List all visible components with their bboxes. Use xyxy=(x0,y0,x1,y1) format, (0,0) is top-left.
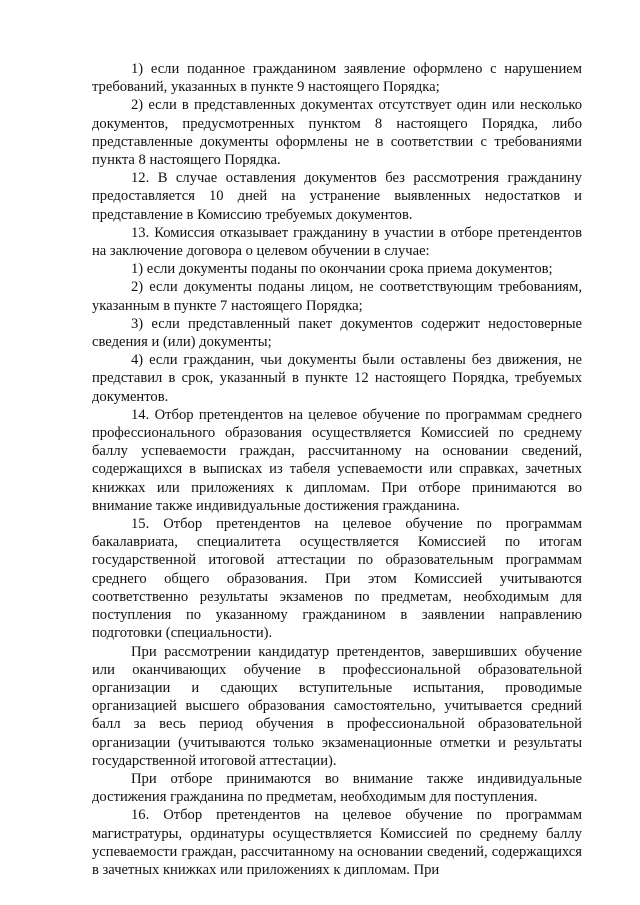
paragraph-13-item-4: 4) если гражданин, чьи документы были оставлены без движения, не представил в срок, указанный в пункте 12 настоящего Порядка, требуемых документов. xyxy=(92,352,582,405)
paragraph-15: 15. Отбор претендентов на целевое обучение по программам бакалавриата, специалитета осуществляется Комиссией по итогам государственной итоговой аттестации по образовательным программам среднего общего образования. При этом Комиссией учитываются соответственно результаты экзаменов по предметам, необходимым для поступления по указанному гражданином в заявлении направлению подготовки (специальности). xyxy=(92,516,582,642)
paragraph-16: 16. Отбор претендентов на целевое обучение по программам магистратуры, ординатуры осуществляется Комиссией по среднему баллу успеваемости граждан, рассчитанному на основании сведений, содержащихся в зачетных книжках или приложениях к дипломам. При xyxy=(92,807,582,878)
paragraph-13-item-2: 2) если документы поданы лицом, не соответствующим требованиям, указанным в пункте 7 настоящего Порядка; xyxy=(92,279,582,314)
paragraph-item-1: 1) если поданное гражданином заявление оформлено с нарушением требований, указанных в пункте 9 настоящего Порядка; xyxy=(92,61,582,96)
document-page xyxy=(92,60,582,879)
paragraph-item-2: 2) если в представленных документах отсутствует один или несколько документов, предусмотренных пунктом 8 настоящего Порядка, либо представленные документы оформлены не в соответствии с требованиями пункта 8 настоящего Порядка. xyxy=(92,97,582,169)
paragraph-13: 13. Комиссия отказывает гражданину в участии в отборе претендентов на заключение договора о целевом обучении в случае: xyxy=(92,224,582,260)
paragraph-15-achievements: При отборе принимаются во внимание также индивидуальные достижения гражданина по предметам, необходимым для поступления. xyxy=(92,770,582,806)
paragraph-13-item-3: 3) если представленный пакет документов содержит недостоверные сведения и (или) документы; xyxy=(92,315,582,351)
paragraph-13-item-1: 1) если документы поданы по окончании срока приема документов; xyxy=(131,261,553,278)
paragraph-15-candidates: При рассмотрении кандидатур претендентов, завершивших обучение или оканчивающих обучение в профессиональной образовательной организации и сдающих вступительные испытания, проводимые организацией высшего образования самостоятельно, учитывается средний балл за весь период обучения в профессиональной образовательной организации (учитываются только экзаменационные отметки и результаты государственной итоговой аттестации). xyxy=(92,643,582,769)
paragraph-14: 14. Отбор претендентов на целевое обучение по программам среднего профессионального образования осуществляется Комиссией по среднему баллу успеваемости граждан, рассчитанному на основании сведений, содержащихся в выписках из табеля успеваемости или справках, зачетных книжках или приложениях к дипломам. При отборе принимаются во внимание также индивидуальные достижения гражданина. xyxy=(92,406,582,514)
paragraph-12: 12. В случае оставления документов без рассмотрения гражданину предоставляется 10 дней на устранение выявленных недостатков и представление в Комиссию требуемых документов. xyxy=(92,170,582,223)
